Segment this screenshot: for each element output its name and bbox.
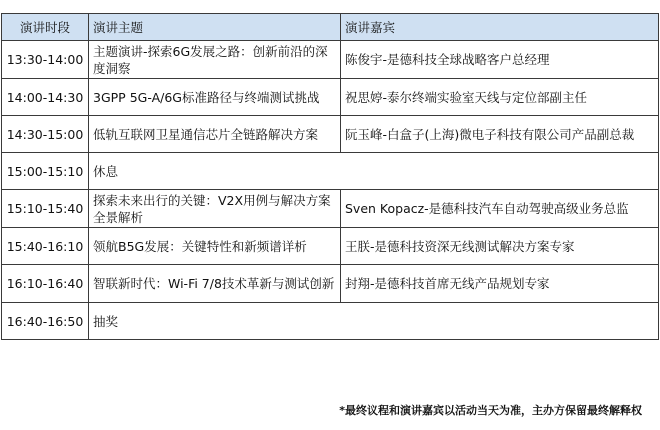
session-topic: 休息 [89, 153, 659, 190]
session-topic: 探索未来出行的关键：V2X用例与解决方案全景解析 [89, 190, 341, 228]
header-time: 演讲时段 [2, 14, 89, 41]
session-time: 15:10-15:40 [2, 190, 89, 228]
session-speaker: 王朕-是德科技资深无线测试解决方案专家 [341, 228, 659, 265]
session-time: 14:30-15:00 [2, 116, 89, 153]
session-speaker: 祝思婷-泰尔终端实验室天线与定位部副主任 [341, 79, 659, 116]
session-time: 15:40-16:10 [2, 228, 89, 265]
header-speaker: 演讲嘉宾 [341, 14, 659, 41]
session-topic: 领航B5G发展：关键特性和新频谱详析 [89, 228, 341, 265]
table-row [2, 190, 659, 228]
session-time: 14:00-14:30 [2, 79, 89, 116]
agenda-table [1, 13, 659, 340]
table-row [2, 153, 659, 190]
session-topic: 智联新时代：Wi-Fi 7/8技术革新与测试创新 [89, 265, 341, 303]
session-time: 13:30-14:00 [2, 41, 89, 79]
session-speaker: Sven Kopacz-是德科技汽车自动驾驶高级业务总监 [341, 190, 659, 228]
session-time: 16:10-16:40 [2, 265, 89, 303]
table-row [2, 79, 659, 116]
session-time: 16:40-16:50 [2, 303, 89, 340]
session-topic: 主题演讲-探索6G发展之路：创新前沿的深度洞察 [89, 41, 341, 79]
session-speaker: 封翔-是德科技首席无线产品规划专家 [341, 265, 659, 303]
session-topic: 3GPP 5G-A/6G标准路径与终端测试挑战 [89, 79, 341, 116]
session-topic: 低轨互联网卫星通信芯片全链路解决方案 [89, 116, 341, 153]
footnote: *最终议程和演讲嘉宾以活动当天为准，主办方保留最终解释权 [339, 404, 642, 417]
header-topic: 演讲主题 [89, 14, 341, 41]
session-speaker: 陈俊宇-是德科技全球战略客户总经理 [341, 41, 659, 79]
table-row [2, 228, 659, 265]
table-header-row [2, 14, 659, 41]
table-row [2, 265, 659, 303]
session-topic: 抽奖 [89, 303, 659, 340]
table-row [2, 116, 659, 153]
table-row [2, 41, 659, 79]
table-row [2, 303, 659, 340]
session-time: 15:00-15:10 [2, 153, 89, 190]
session-speaker: 阮玉峰-白盒子(上海)微电子科技有限公司产品副总裁 [341, 116, 659, 153]
